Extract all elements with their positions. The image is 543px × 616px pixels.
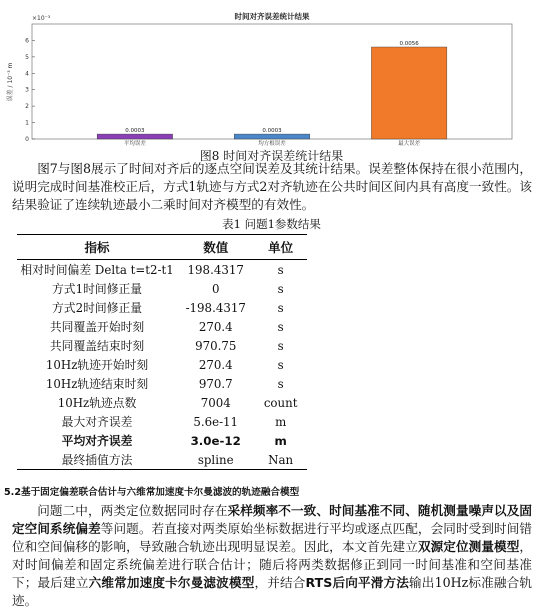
error-bar-chart [0,0,543,148]
table-row [17,336,307,355]
paragraph-method-text [12,502,532,610]
y-tick-label: 4 [25,70,29,78]
y-tick-label: 0 [25,136,29,143]
bar-value-label: 0.0003 [125,128,145,135]
cell-indicator: 10Hz轨迹点数 [57,396,137,410]
method-text-5: 输出10Hz标准融合轨迹。 [12,575,533,608]
y-tick-label: 2 [25,103,29,111]
method-bold-3: 六维常加速度卡尔曼滤波模型 [88,575,255,590]
cell-value: spline [177,450,254,470]
chart-title: 时间对齐误差统计结果 [234,12,310,21]
parameter-results-table [17,234,307,470]
x-category-label: 平均误差 [123,141,146,147]
table-row [17,374,307,393]
header-indicator: 指标 [17,235,177,260]
chart-y-axis-label: 误差 / 10⁻³ m [7,62,14,102]
cell-unit: m [275,414,287,429]
cell-unit: Nan [254,450,307,470]
y-tick-label: 5 [25,53,29,61]
cell-indicator: 10Hz轨迹结束时刻 [45,377,149,391]
cell-indicator: 最终插值方法 [17,450,177,470]
table-row [17,412,307,431]
paragraph-method [12,502,532,610]
figure-caption: 图8 时间对齐误差统计结果 [199,149,344,163]
method-text-1: 问题二中，两类定位数据同时存在 [37,503,228,518]
table-row [17,450,307,470]
cell-indicator: 平均对齐误差 [61,434,133,448]
y-tick-label: 1 [25,119,29,127]
chart-exponent-label: ×10⁻³ [32,15,51,22]
paragraph-results [12,160,532,214]
x-category-label: 均方根误差 [258,141,286,147]
cell-unit: s [277,338,284,353]
table-caption: 表1 问题1参数结果 [222,217,321,231]
cell-indicator: 方式1时间修正量 [52,282,143,296]
cell-unit: s [277,357,284,372]
cell-value: 0 [211,281,220,296]
table-row [17,393,307,412]
cell-value: 270.4 [198,319,233,334]
cell-indicator: 共同覆盖开始时刻 [49,320,145,334]
cell-value: 7004 [200,395,231,410]
table-row [17,260,307,280]
bar-value-label: 0.0003 [262,128,282,135]
method-bold-2: 双源定位测量模型 [417,539,520,554]
cell-value: 970.75 [195,338,237,353]
cell-unit: s [277,376,284,391]
x-category-label: 最大误差 [398,141,421,147]
cell-indicator: 共同覆盖结束时刻 [49,339,145,353]
cell-unit: s [277,300,284,315]
bar [97,134,172,139]
method-text-4: ，并结合 [254,575,306,590]
method-bold-1: 采样频率不一致、时间基准不同、随机测量噪声以及固定空间系统偏差 [12,503,533,536]
cell-value: 3.0e-12 [190,433,241,448]
bar [234,134,309,139]
cell-value: 970.7 [198,376,233,391]
cell-indicator: 10Hz轨迹开始时刻 [45,358,149,372]
table-header-row [17,235,307,260]
header-value: 数值 [177,235,254,260]
y-tick-label: 3 [25,86,29,94]
y-tick-label: 6 [25,37,29,45]
cell-unit: count [263,395,298,410]
cell-value: 270.4 [198,357,233,372]
cell-unit: s [277,262,284,277]
paragraph-results-text: 图7与图8展示了时间对齐后的逐点空间误差及其统计结果。误差整体保持在很小范围内，说明完成时间基准校正后，方式1轨迹与方式2对齐轨迹在公共时间区间内具有高度一致性。该结果验证了连续轨迹最小二乘时间对齐模型的有效性。 [12,161,532,212]
bar [371,47,446,139]
header-unit: 单位 [254,235,307,260]
cell-indicator: 最大对齐误差 [61,415,133,429]
cell-indicator: 相对时间偏差 Delta t=t2-t1 [20,263,174,277]
method-text-2: 等问题。若直接对两类原始坐标数据进行平均或逐点匹配，会同时受到时间错位和空间偏移的影响，导致融合轨迹出现明显误差。因此，本文首先建立 [12,521,533,554]
cell-indicator: 方式2时间修正量 [52,301,143,315]
bar-value-label: 0.0056 [399,41,419,47]
section-heading: 5.2基于固定偏差联合估计与六维常加速度卡尔曼滤波的轨迹融合模型 [4,487,300,498]
cell-unit: s [277,319,284,334]
method-bold-4: RTS后向平滑方法 [305,575,410,590]
table-row [17,355,307,374]
table-row [17,317,307,336]
cell-unit: m [274,433,287,448]
cell-value: 5.6e-11 [193,414,239,429]
table-row-highlighted [17,431,307,450]
method-text-3: ，对时间偏差和固定系统偏差进行联合估计；随后将两类数据修正到同一时间基准和空间基准下；最后建立 [12,539,533,590]
table-row [17,298,307,317]
cell-value: -198.4317 [185,300,246,315]
table-row [17,279,307,298]
cell-value: 198.4317 [187,262,244,277]
cell-unit: s [277,281,284,296]
